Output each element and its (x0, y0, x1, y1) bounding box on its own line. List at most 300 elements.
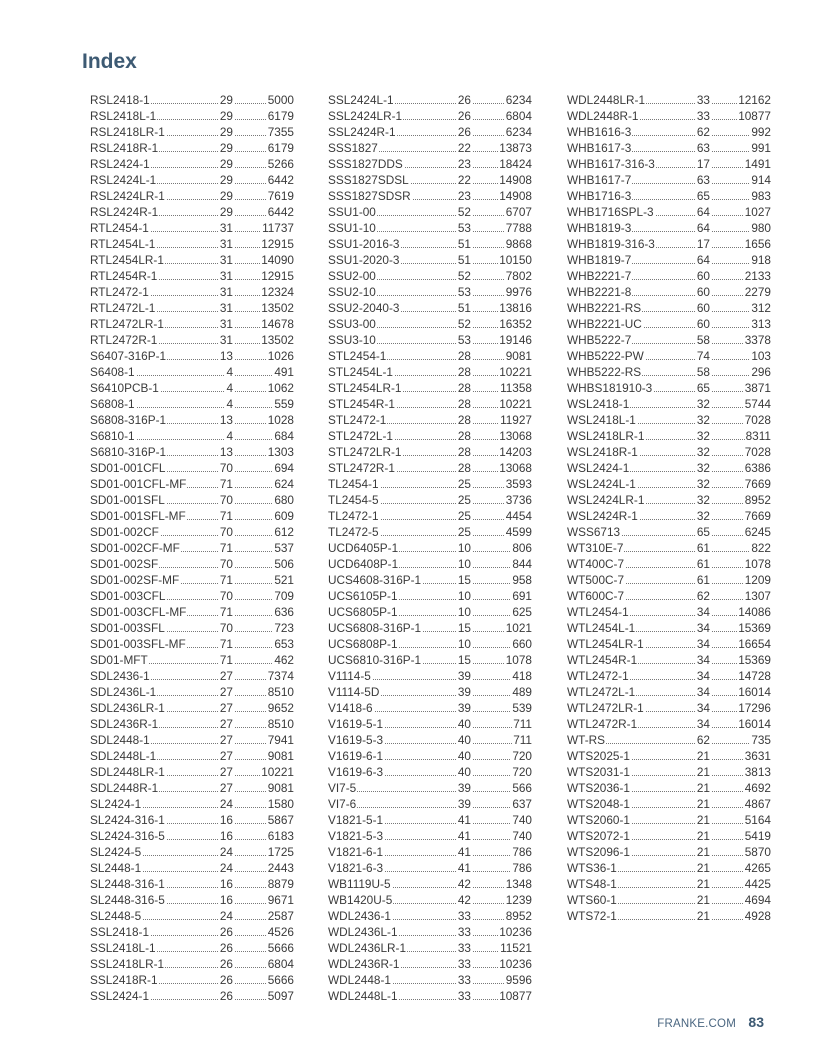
product-code: WSL2418-1 (567, 397, 630, 411)
page-ref: 26 (219, 973, 233, 987)
index-entry (567, 876, 771, 892)
product-code: WTL2454LR-1 (567, 637, 644, 651)
price: 7355 (267, 125, 294, 139)
page-ref: 74 (696, 349, 710, 363)
index-entry (90, 956, 294, 972)
index-entry (567, 204, 771, 220)
index-entry (328, 380, 532, 396)
product-code: SSU2-2040-3 (328, 301, 400, 315)
price: 4599 (505, 525, 532, 539)
price: 7802 (505, 269, 532, 283)
index-entry (567, 844, 771, 860)
price: 3593 (505, 477, 532, 491)
price: 7669 (744, 509, 771, 523)
product-code: WHB2221-RS (567, 301, 642, 315)
page-ref: 34 (696, 669, 710, 683)
index-entry (328, 236, 532, 252)
product-code: STL2454-1 (328, 349, 387, 363)
product-code: WTS2060-1 (567, 813, 630, 827)
product-code: SDL2436L-1 (90, 685, 157, 699)
index-entry (567, 316, 771, 332)
page-ref: 25 (457, 525, 471, 539)
price: 5867 (267, 813, 294, 827)
product-code: WTL2454-1 (567, 605, 629, 619)
page-ref: 27 (219, 781, 233, 795)
price: 914 (751, 173, 771, 187)
index-entry (90, 860, 294, 876)
product-code: UCS4608-316P-1 (328, 573, 422, 587)
page-ref: 33 (696, 93, 710, 107)
page-ref: 13 (219, 445, 233, 459)
index-entry (567, 620, 771, 636)
product-code: WDL2448LR-1 (567, 93, 646, 107)
price: 491 (274, 365, 294, 379)
page-ref: 16 (219, 813, 233, 827)
page-ref: 34 (696, 685, 710, 699)
price: 5419 (744, 829, 771, 843)
page-ref: 27 (219, 749, 233, 763)
index-entry (328, 604, 532, 620)
product-code: WHB1819-7 (567, 253, 632, 267)
product-code: WTL2472-1 (567, 669, 629, 683)
page-ref: 13 (219, 413, 233, 427)
product-code: S6808-316P-1 (90, 413, 167, 427)
product-code: SD01-001CFL (90, 461, 166, 475)
price: 8952 (744, 493, 771, 507)
index-column-1 (90, 92, 294, 1004)
index-entry (90, 268, 294, 284)
page-ref: 31 (219, 301, 233, 315)
page-ref: 64 (696, 253, 710, 267)
index-entry (328, 764, 532, 780)
index-entry (328, 716, 532, 732)
product-code: TL2472-5 (328, 525, 379, 539)
product-code: SL2424-316-5 (90, 829, 165, 843)
price: 637 (512, 797, 532, 811)
price: 296 (751, 365, 771, 379)
index-entry (328, 476, 532, 492)
price: 489 (512, 685, 532, 699)
price: 12915 (261, 269, 294, 283)
index-entry (90, 604, 294, 620)
page-ref: 60 (696, 269, 710, 283)
product-code: STL2472R-1 (328, 461, 395, 475)
page-ref: 33 (457, 989, 471, 1003)
product-code: SD01-001CFL-MF (90, 477, 187, 491)
price: 735 (751, 733, 771, 747)
price: 660 (512, 637, 532, 651)
product-code: WSS6713 (567, 525, 621, 539)
index-entry (328, 412, 532, 428)
price: 636 (274, 605, 294, 619)
index-entry (90, 620, 294, 636)
index-entry (328, 508, 532, 524)
index-entry (90, 364, 294, 380)
index-entry (90, 828, 294, 844)
price: 2279 (744, 285, 771, 299)
product-code: WHB5222-RS (567, 365, 642, 379)
page-ref: 42 (457, 893, 471, 907)
page-ref: 21 (696, 765, 710, 779)
index-entry (90, 844, 294, 860)
page-ref: 32 (696, 413, 710, 427)
product-code: WHB2221-UC (567, 317, 642, 331)
product-code: WHB1716SPL-3 (567, 205, 654, 219)
product-code: WTS60-1 (567, 893, 617, 907)
page-ref: 24 (219, 909, 233, 923)
product-code: WHB1819-316-3 (567, 237, 655, 251)
product-code: WT400C-7 (567, 557, 625, 571)
index-entry (567, 156, 771, 172)
page-ref: 51 (457, 301, 471, 315)
page-ref: 70 (219, 589, 233, 603)
index-entry (567, 700, 771, 716)
page-ref: 58 (696, 365, 710, 379)
page-ref: 27 (219, 669, 233, 683)
product-code: SD01-003CFL-MF (90, 605, 187, 619)
page-ref: 65 (696, 381, 710, 395)
price: 4454 (505, 509, 532, 523)
page-ref: 31 (219, 253, 233, 267)
index-entry (328, 364, 532, 380)
price: 12915 (261, 237, 294, 251)
price: 9671 (267, 893, 294, 907)
page-ref: 29 (219, 189, 233, 203)
index-entry (567, 748, 771, 764)
price: 1062 (267, 381, 294, 395)
product-code: WTS2031-1 (567, 765, 630, 779)
price: 10236 (499, 957, 532, 971)
page-ref: 41 (457, 861, 471, 875)
index-entry (567, 668, 771, 684)
index-entry (328, 492, 532, 508)
index-entry (567, 828, 771, 844)
index-entry (328, 396, 532, 412)
page-ref: 26 (219, 941, 233, 955)
product-code: UCD6405P-1 (328, 541, 399, 555)
footer-website[interactable]: FRANKE.COM (657, 1018, 736, 1030)
index-entry (90, 588, 294, 604)
product-code: WHB1617-316-3 (567, 157, 655, 171)
index-entry (90, 940, 294, 956)
price: 720 (512, 749, 532, 763)
product-code: WT310E-7 (567, 541, 624, 555)
price: 694 (274, 461, 294, 475)
index-entry (90, 972, 294, 988)
price: 10150 (499, 253, 532, 267)
index-entry (328, 892, 532, 908)
product-code: WHB5222-PW (567, 349, 644, 363)
product-code: WHB5222-7 (567, 333, 632, 347)
page-ref: 28 (457, 349, 471, 363)
page-ref: 29 (219, 205, 233, 219)
product-code: SSS1827DDS (328, 157, 403, 171)
product-code: SSU1-10 (328, 221, 376, 235)
page-ref: 70 (219, 493, 233, 507)
page-ref: 32 (696, 509, 710, 523)
product-code: S6408-1 (90, 365, 135, 379)
index-entry (90, 524, 294, 540)
price: 6179 (267, 141, 294, 155)
index-entry (90, 636, 294, 652)
page-ref: 13 (219, 349, 233, 363)
price: 15369 (738, 621, 771, 635)
page-ref: 51 (457, 237, 471, 251)
price: 1725 (267, 845, 294, 859)
index-entry (567, 476, 771, 492)
index-entry (328, 812, 532, 828)
price: 6234 (505, 93, 532, 107)
price: 691 (512, 589, 532, 603)
price: 4867 (744, 797, 771, 811)
price: 566 (512, 781, 532, 795)
index-entry (90, 812, 294, 828)
price: 14090 (261, 253, 294, 267)
product-code: S6407-316P-1 (90, 349, 167, 363)
price: 13873 (499, 141, 532, 155)
index-entry (328, 780, 532, 796)
product-code: V1821-5-3 (328, 829, 384, 843)
price: 9976 (505, 285, 532, 299)
index-entry (328, 92, 532, 108)
page-ref: 60 (696, 317, 710, 331)
product-code: RSL2424R-1 (90, 205, 159, 219)
product-code: WTS72-1 (567, 909, 617, 923)
page-ref: 10 (457, 589, 471, 603)
page-ref: 64 (696, 205, 710, 219)
index-entry (328, 460, 532, 476)
product-code: SSL2424LR-1 (328, 109, 403, 123)
product-code: RTL2472-1 (90, 285, 149, 299)
index-entry (90, 508, 294, 524)
index-entry (567, 140, 771, 156)
product-code: S6810-1 (90, 429, 135, 443)
product-code: SD01-003SFL (90, 621, 165, 635)
price: 4265 (744, 861, 771, 875)
index-entry (567, 172, 771, 188)
price: 980 (751, 221, 771, 235)
page-ref: 29 (219, 93, 233, 107)
index-entry (90, 796, 294, 812)
index-entry (90, 396, 294, 412)
page-ref: 28 (457, 461, 471, 475)
page-ref: 64 (696, 221, 710, 235)
product-code: RSL2424-1 (90, 157, 150, 171)
index-entry (90, 348, 294, 364)
index-entry (90, 92, 294, 108)
page-ref: 34 (696, 717, 710, 731)
page-ref: 62 (696, 733, 710, 747)
product-code: V1821-6-3 (328, 861, 384, 875)
index-entry (567, 588, 771, 604)
price: 786 (512, 845, 532, 859)
index-entry (328, 348, 532, 364)
page-ref: 10 (457, 557, 471, 571)
price: 1078 (505, 653, 532, 667)
price: 418 (512, 669, 532, 683)
product-code: WHB1617-7 (567, 173, 632, 187)
index-entry (90, 780, 294, 796)
index-entry (567, 780, 771, 796)
index-entry (567, 604, 771, 620)
product-code: RTL2472LR-1 (90, 317, 164, 331)
index-entry (90, 876, 294, 892)
index-entry (90, 300, 294, 316)
product-code: SDL2436R-1 (90, 717, 159, 731)
page-ref: 65 (696, 525, 710, 539)
index-entry (328, 428, 532, 444)
price: 1027 (744, 205, 771, 219)
product-code: VI7-6 (328, 797, 357, 811)
page-ref: 4 (226, 429, 233, 443)
product-code: UCS6808-316P-1 (328, 621, 422, 635)
index-entry (567, 348, 771, 364)
page-ref: 33 (457, 957, 471, 971)
index-entry (567, 540, 771, 556)
index-entry (90, 572, 294, 588)
page-ref: 28 (457, 397, 471, 411)
index-entry (567, 412, 771, 428)
page-ref: 21 (696, 909, 710, 923)
page-ref: 26 (219, 925, 233, 939)
index-entry (567, 268, 771, 284)
product-code: RSL2418L-1 (90, 109, 157, 123)
product-code: TL2454-5 (328, 493, 379, 507)
page-ref: 53 (457, 333, 471, 347)
price: 12162 (738, 93, 771, 107)
product-code: WSL2424R-1 (567, 509, 638, 523)
price: 5097 (267, 989, 294, 1003)
page-ref: 21 (696, 861, 710, 875)
index-entry (328, 860, 532, 876)
page-ref: 26 (457, 93, 471, 107)
price: 2133 (744, 269, 771, 283)
price: 709 (274, 589, 294, 603)
price: 14203 (499, 445, 532, 459)
index-entry (90, 108, 294, 124)
page-ref: 31 (219, 333, 233, 347)
index-entry (328, 732, 532, 748)
product-code: SD01-002SF (90, 557, 159, 571)
index-entry (328, 300, 532, 316)
index-entry (328, 108, 532, 124)
price: 4526 (267, 925, 294, 939)
page-ref: 4 (226, 397, 233, 411)
product-code: WTS2096-1 (567, 845, 630, 859)
product-code: SL2424-1 (90, 797, 142, 811)
index-entry (567, 508, 771, 524)
product-code: SDL2448LR-1 (90, 765, 165, 779)
index-entry (90, 764, 294, 780)
index-entry (90, 892, 294, 908)
price: 8510 (267, 717, 294, 731)
index-entry (90, 140, 294, 156)
page-ref: 29 (219, 109, 233, 123)
price: 6442 (267, 173, 294, 187)
price: 1028 (267, 413, 294, 427)
page-ref: 29 (219, 125, 233, 139)
page-ref: 31 (219, 221, 233, 235)
product-code: SSU1-2020-3 (328, 253, 400, 267)
page-ref: 16 (219, 893, 233, 907)
page-ref: 39 (457, 781, 471, 795)
product-code: WDL2448R-1 (567, 109, 639, 123)
index-entry (567, 108, 771, 124)
product-code: SSU3-00 (328, 317, 376, 331)
price: 653 (274, 637, 294, 651)
page-ref: 21 (696, 893, 710, 907)
index-entry (567, 492, 771, 508)
product-code: SL2448-316-5 (90, 893, 165, 907)
product-code: UCS6808P-1 (328, 637, 398, 651)
price: 11737 (262, 221, 294, 235)
page-ref: 39 (457, 797, 471, 811)
price: 6245 (744, 525, 771, 539)
price: 5870 (744, 845, 771, 859)
index-entry (567, 556, 771, 572)
price: 1303 (267, 445, 294, 459)
price: 539 (512, 701, 532, 715)
price: 6234 (505, 125, 532, 139)
index-entry (328, 284, 532, 300)
page-ref: 41 (457, 829, 471, 843)
price: 612 (274, 525, 294, 539)
page-ref: 60 (696, 285, 710, 299)
index-entry (567, 716, 771, 732)
index-entry (567, 460, 771, 476)
price: 521 (274, 573, 294, 587)
page-ref: 52 (457, 317, 471, 331)
page-ref: 27 (219, 717, 233, 731)
product-code: WT500C-7 (567, 573, 625, 587)
product-code: S6810-316P-1 (90, 445, 167, 459)
page-ref: 40 (457, 733, 471, 747)
product-code: UCS6105P-1 (328, 589, 398, 603)
price: 9081 (505, 349, 532, 363)
price: 16654 (738, 637, 771, 651)
index-entry (90, 124, 294, 140)
product-code: WHBS181910-3 (567, 381, 653, 395)
product-code: WDL2448L-1 (328, 989, 398, 1003)
page-ref: 16 (219, 877, 233, 891)
page-ref: 28 (457, 445, 471, 459)
product-code: V1619-5-1 (328, 717, 384, 731)
page-ref: 71 (219, 509, 233, 523)
page-ref: 17 (696, 237, 710, 251)
product-code: WTS2036-1 (567, 781, 630, 795)
product-code: WSL2418LR-1 (567, 429, 645, 443)
page-ref: 25 (457, 493, 471, 507)
page-ref: 71 (219, 653, 233, 667)
product-code: SD01-003SFL-MF (90, 637, 186, 651)
page-ref: 63 (696, 173, 710, 187)
price: 7669 (744, 477, 771, 491)
page-ref: 71 (219, 605, 233, 619)
page-ref: 60 (696, 301, 710, 315)
product-code: V1114-5 (328, 669, 371, 683)
index-entry (90, 332, 294, 348)
index-entry (567, 252, 771, 268)
product-code: V1821-5-1 (328, 813, 384, 827)
index-entry (90, 556, 294, 572)
page-ref: 33 (457, 925, 471, 939)
product-code: WSL2418R-1 (567, 445, 638, 459)
product-code: SSL2418-1 (90, 925, 150, 939)
page-ref: 31 (219, 269, 233, 283)
dot-leader (328, 807, 532, 808)
price: 1307 (744, 589, 771, 603)
page-ref: 21 (696, 813, 710, 827)
